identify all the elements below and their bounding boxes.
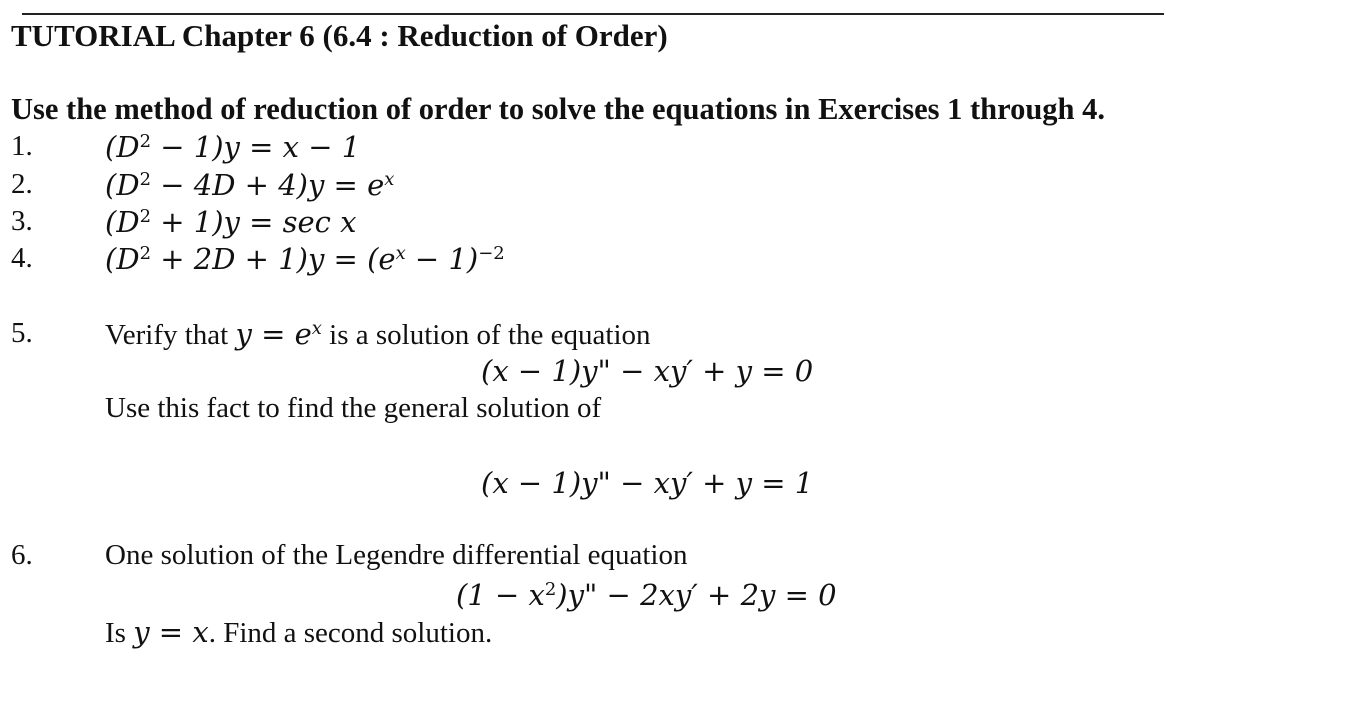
top-rule xyxy=(22,13,1164,15)
exercise-equation-4: $(D^2 + 2D + 1)y = (e^x - 1)^{-2}$ xyxy=(105,242,505,276)
exercise-equation-3: $(D^2 + 1)y = \sec x$ xyxy=(105,205,357,239)
exercise-number-1: 1. xyxy=(11,130,33,162)
exercise-number-4: 4. xyxy=(11,242,33,274)
exercise-equation-2: $(D^2 - 4D + 4)y = e^x$ xyxy=(105,168,395,202)
problem-5-equation-nonhomogeneous: (x − 1)y" − xy′ + y = 1 xyxy=(481,466,814,500)
problem-number-5: 5. xyxy=(11,317,33,349)
problem-5-statement: Verify that $y = e^x$ is a solution of the equation xyxy=(105,317,651,351)
page-title: TUTORIAL Chapter 6 (6.4 : Reduction of Order) xyxy=(11,18,668,53)
problem-5-followup: Use this fact to find the general solution of xyxy=(105,392,602,424)
problem-5-equation-homogeneous: (x − 1)y" − xy′ + y = 0 xyxy=(481,354,814,388)
exercise-number-2: 2. xyxy=(11,168,33,200)
problem-number-6: 6. xyxy=(11,539,33,571)
problem-6-question: Is y = x. Find a second solution. xyxy=(105,615,493,649)
problem-6-statement: One solution of the Legendre differential equation xyxy=(105,539,688,571)
exercise-equation-1: $(D^2 - 1)y = x - 1$ xyxy=(105,130,361,164)
problem-6-legendre-equation: $(1 - x^2)y$" − 2xy′ + 2y = 0 xyxy=(456,578,837,612)
instruction-text: Use the method of reduction of order to solve the equations in Exercises 1 through 4. xyxy=(11,92,1106,126)
exercise-number-3: 3. xyxy=(11,205,33,237)
